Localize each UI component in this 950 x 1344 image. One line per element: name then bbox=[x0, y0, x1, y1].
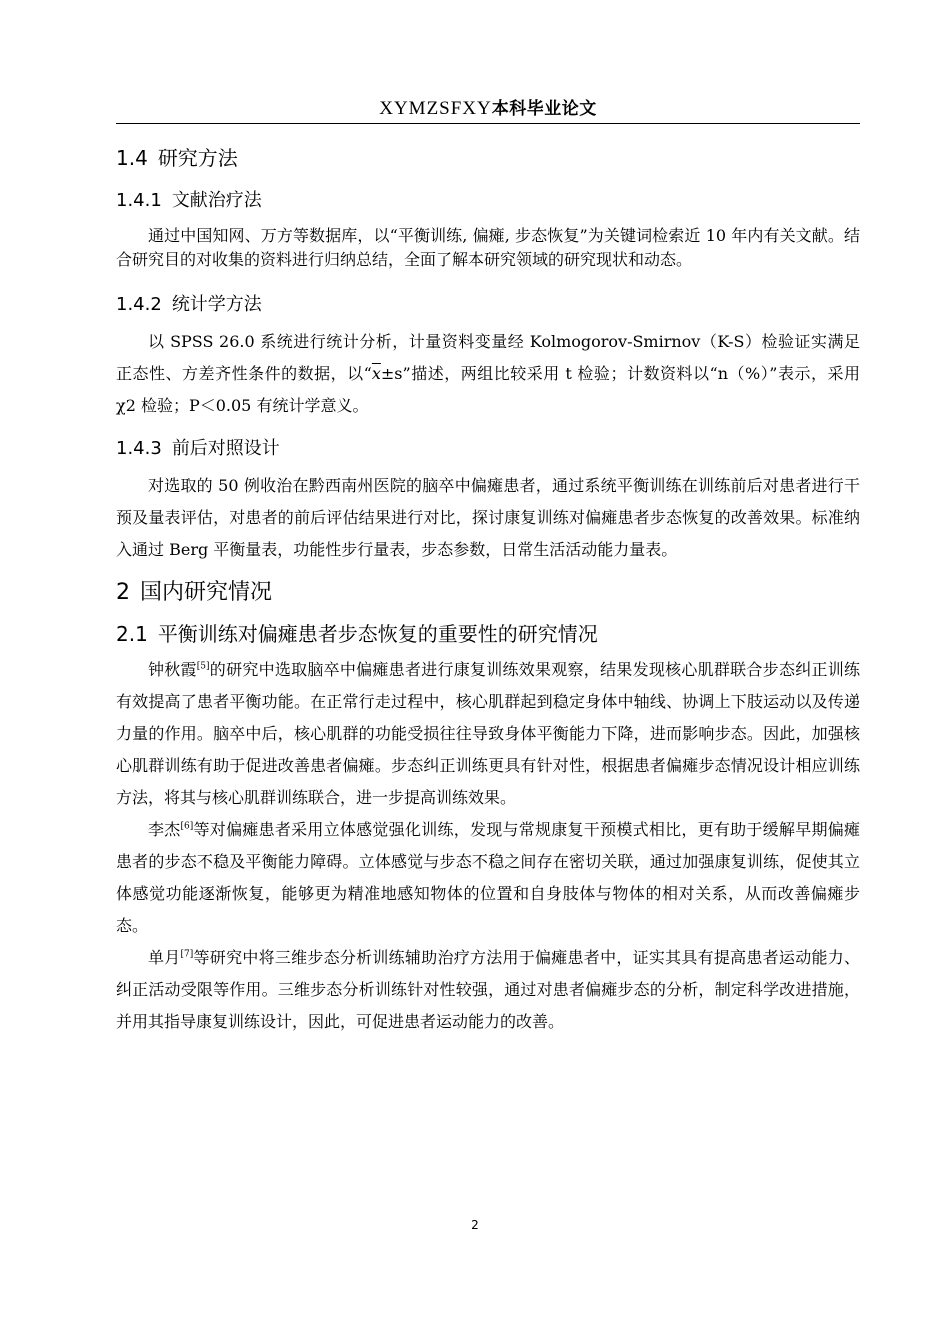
heading-number: 2.1 bbox=[116, 622, 148, 646]
heading-number: 2 bbox=[116, 580, 130, 605]
citation-ref: [6] bbox=[180, 821, 194, 832]
author-name: 单月 bbox=[148, 948, 181, 967]
heading-number: 1.4.3 bbox=[116, 438, 162, 459]
paragraph-control-design: 对选取的 50 例收治在黔西南州医院的脑卒中偏瘫患者，通过系统平衡训练在训练前后对患者进行干预及量表评估，对患者的前后评估结果进行对比，探讨康复训练对偏瘫患者步态恢复的改善效果。标准纳入通过 Berg 平衡量表，功能性步行量表，步态参数，日常生活活动能力量表。 bbox=[116, 476, 860, 559]
statistics-text-b: ±s”描述，两组比较采用 t 检验；计数资料以“n（%）”表示，采用 χ2 检验；P＜0.05 有统计学意义。 bbox=[116, 364, 860, 415]
heading-2-1 bbox=[116, 618, 860, 650]
statistics-text-a: 以 SPSS 26.0 系统进行统计分析，计量资料变量经 Kolmogorov-Smirnov（K-S）检验证实满足正态性、方差齐性条件的数据，以“ bbox=[116, 332, 860, 383]
page-content bbox=[116, 140, 860, 1038]
heading-text: 文献治疗法 bbox=[171, 190, 262, 211]
paragraph-text: 等对偏瘫患者采用立体感觉强化训练，发现与常规康复干预模式相比，更有助于缓解早期偏瘫患者的步态不稳及平衡能力障碍。立体感觉与步态不稳之间存在密切关联，通过加强康复训练，促使其立体感觉功能逐渐恢复，能够更为精准地感知物体的位置和自身肢体与物体的相对关系，从而改善偏瘫步态。 bbox=[116, 820, 860, 935]
heading-1-4-1 bbox=[116, 186, 860, 216]
paragraph-li-study bbox=[116, 814, 860, 942]
page-header bbox=[116, 94, 860, 124]
paragraph-literature-method: 通过中国知网、万方等数据库，以“平衡训练, 偏瘫, 步态恢复”为关键词检索近 10 年内有关文献。结合研究目的对收集的资料进行归纳总结，全面了解本研究领域的研究现状和动态。 bbox=[116, 226, 860, 269]
citation-ref: [5] bbox=[196, 661, 210, 672]
heading-text: 国内研究情况 bbox=[140, 580, 273, 605]
paragraph-shan-study bbox=[116, 942, 860, 1038]
heading-1-4 bbox=[116, 142, 860, 174]
citation-ref: [7] bbox=[180, 949, 194, 960]
header-code: XYMZSFXY bbox=[379, 98, 492, 119]
heading-text: 平衡训练对偏瘫患者步态恢复的重要性的研究情况 bbox=[157, 622, 598, 646]
author-name: 钟秋霞 bbox=[148, 660, 197, 679]
heading-1-4-2 bbox=[116, 290, 860, 320]
x-bar-symbol: $\overline{x}$ bbox=[371, 364, 381, 383]
heading-text: 前后对照设计 bbox=[171, 438, 280, 459]
header-title: 本科毕业论文 bbox=[491, 99, 597, 119]
heading-text: 研究方法 bbox=[157, 146, 238, 170]
heading-1-4-3 bbox=[116, 434, 860, 464]
heading-number: 1.4 bbox=[116, 146, 148, 170]
paragraph-text: 等研究中将三维步态分析训练辅助治疗方法用于偏瘫患者中，证实其具有提高患者运动能力、纠正活动受限等作用。三维步态分析训练针对性较强，通过对患者偏瘫步态的分析，制定科学改进措施，并用其指导康复训练设计，因此，可促进患者运动能力的改善。 bbox=[116, 948, 860, 1031]
paragraph-text: 的研究中选取脑卒中偏瘫患者进行康复训练效果观察，结果发现核心肌群联合步态纠正训练有效提高了患者平衡功能。在正常行走过程中，核心肌群起到稳定身体中轴线、协调上下肢运动以及传递力量的作用。脑卒中后，核心肌群的功能受损往往导致身体平衡能力下降，进而影响步态。因此，加强核心肌群训练有助于促进改善患者偏瘫。步态纠正训练更具有针对性，根据患者偏瘫步态情况设计相应训练方法，将其与核心肌群训练联合，进一步提高训练效果。 bbox=[116, 660, 860, 807]
page-number: 2 bbox=[471, 1218, 479, 1232]
author-name: 李杰 bbox=[148, 820, 181, 839]
paragraph-statistics-method bbox=[116, 326, 860, 422]
heading-number: 1.4.2 bbox=[116, 294, 162, 315]
heading-number: 1.4.1 bbox=[116, 190, 162, 211]
paragraph-zhong-study bbox=[116, 654, 860, 814]
heading-2 bbox=[116, 576, 860, 610]
heading-text: 统计学方法 bbox=[171, 294, 262, 315]
